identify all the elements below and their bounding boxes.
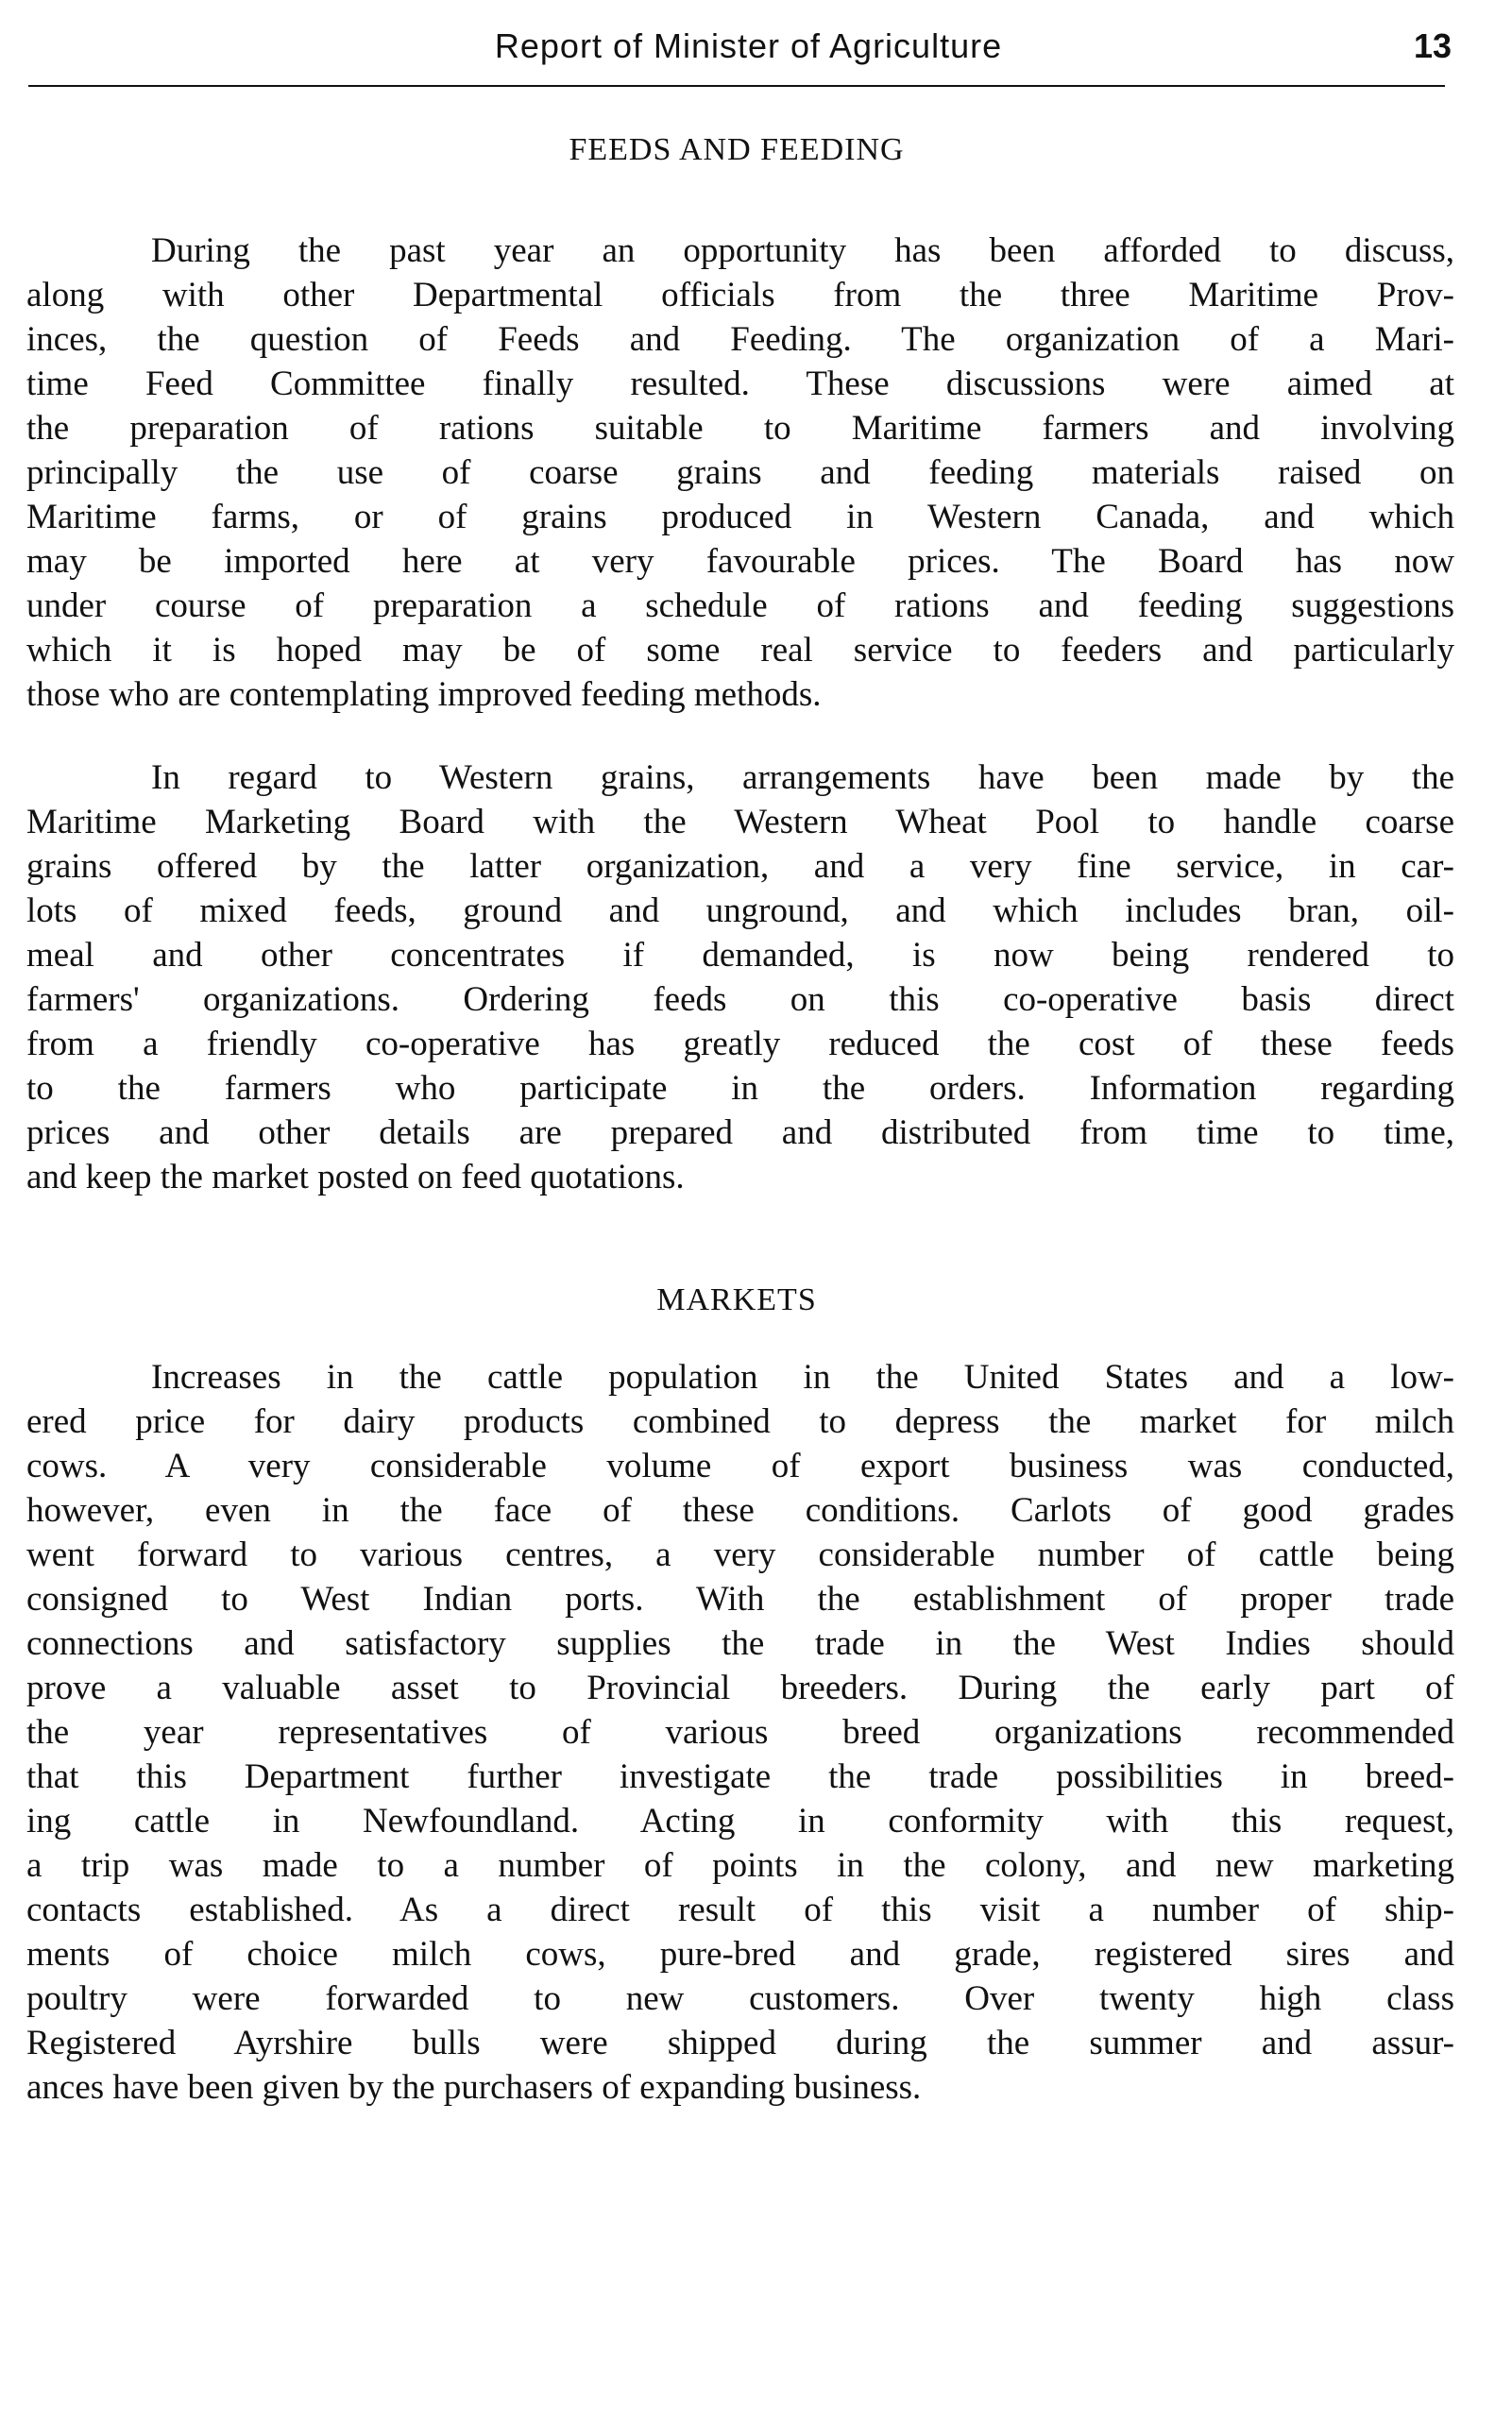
text-line: contacts established. As a direct result of this visit a number of ship- — [26, 1891, 1454, 1929]
page-number: 13 — [1413, 26, 1452, 65]
page-header — [28, 26, 1469, 83]
text-line: went forward to various centres, a very considerable number of cattle being — [26, 1535, 1454, 1574]
text-line: prices and other details are prepared and distributed from time to time, — [26, 1113, 1454, 1152]
running-title: Report of Minister of Agriculture — [494, 26, 1003, 65]
text-line: inces, the question of Feeds and Feeding. The organization of a Mari- — [26, 320, 1454, 359]
text-line: Increases in the cattle population in the United States and a low- — [151, 1358, 1454, 1397]
text-line: grains offered by the latter organization, and a very fine service, in car- — [26, 847, 1454, 886]
text-line: which it is hoped may be of some real service to feeders and particularly — [26, 631, 1454, 670]
text-line: During the past year an opportunity has been afforded to discuss, — [151, 231, 1454, 270]
text-line: to the farmers who participate in the orders. Information regarding — [26, 1069, 1454, 1108]
text-line: that this Department further investigate the trade possibilities in breed- — [26, 1757, 1454, 1796]
text-line: poultry were forwarded to new customers. Over twenty high class — [26, 1979, 1454, 2018]
text-line: the preparation of rations suitable to Maritime farmers and involving — [26, 409, 1454, 448]
section-heading-feeds: FEEDS AND FEEDING — [569, 132, 905, 167]
text-line: lots of mixed feeds, ground and unground, and which includes bran, oil- — [26, 891, 1454, 930]
text-line: those who are contemplating improved feeding methods. — [26, 675, 822, 714]
text-line: along with other Departmental officials from the three Maritime Prov- — [26, 276, 1454, 314]
text-line: Registered Ayrshire bulls were shipped during the summer and assur- — [26, 2024, 1454, 2062]
text-line: cows. A very considerable volume of export business was conducted, — [26, 1447, 1454, 1485]
text-line: ered price for dairy products combined to depress the market for milch — [26, 1402, 1454, 1441]
section-heading-markets: MARKETS — [656, 1282, 817, 1317]
text-line: principally the use of coarse grains and feeding materials raised on — [26, 453, 1454, 492]
text-line: ances have been given by the purchasers of expanding business. — [26, 2068, 922, 2107]
paragraph-feeds-1 — [26, 229, 1454, 717]
header-rule — [28, 85, 1445, 87]
text-line: Maritime farms, or of grains produced in Western Canada, and which — [26, 498, 1454, 536]
text-line: consigned to West Indian ports. With the establishment of proper trade — [26, 1580, 1454, 1619]
text-line: meal and other concentrates if demanded, is now being rendered to — [26, 936, 1454, 975]
text-line: farmers' organizations. Ordering feeds on this co-operative basis direct — [26, 980, 1454, 1019]
text-line: from a friendly co-operative has greatly reduced the cost of these feeds — [26, 1025, 1454, 1063]
text-line: a trip was made to a number of points in the colony, and new marketing — [26, 1846, 1454, 1885]
text-line: In regard to Western grains, arrangements have been made by the — [151, 758, 1454, 797]
text-line: Maritime Marketing Board with the Western Wheat Pool to handle coarse — [26, 803, 1454, 841]
text-line: may be imported here at very favourable prices. The Board has now — [26, 542, 1454, 581]
text-line: time Feed Committee finally resulted. These discussions were aimed at — [26, 365, 1454, 403]
text-line: however, even in the face of these conditions. Carlots of good grades — [26, 1491, 1454, 1530]
paragraph-markets-1 — [26, 1355, 1454, 2110]
text-line: ments of choice milch cows, pure-bred and grade, registered sires and — [26, 1935, 1454, 1974]
text-line: prove a valuable asset to Provincial breeders. During the early part of — [26, 1669, 1454, 1707]
text-line: connections and satisfactory supplies the trade in the West Indies should — [26, 1624, 1454, 1663]
text-line: and keep the market posted on feed quotations. — [26, 1158, 685, 1196]
text-line: under course of preparation a schedule of rations and feeding suggestions — [26, 586, 1454, 625]
text-line: ing cattle in Newfoundland. Acting in conformity with this request, — [26, 1802, 1454, 1841]
paragraph-feeds-2 — [26, 755, 1454, 1199]
text-line: the year representatives of various breed organizations recommended — [26, 1713, 1454, 1752]
